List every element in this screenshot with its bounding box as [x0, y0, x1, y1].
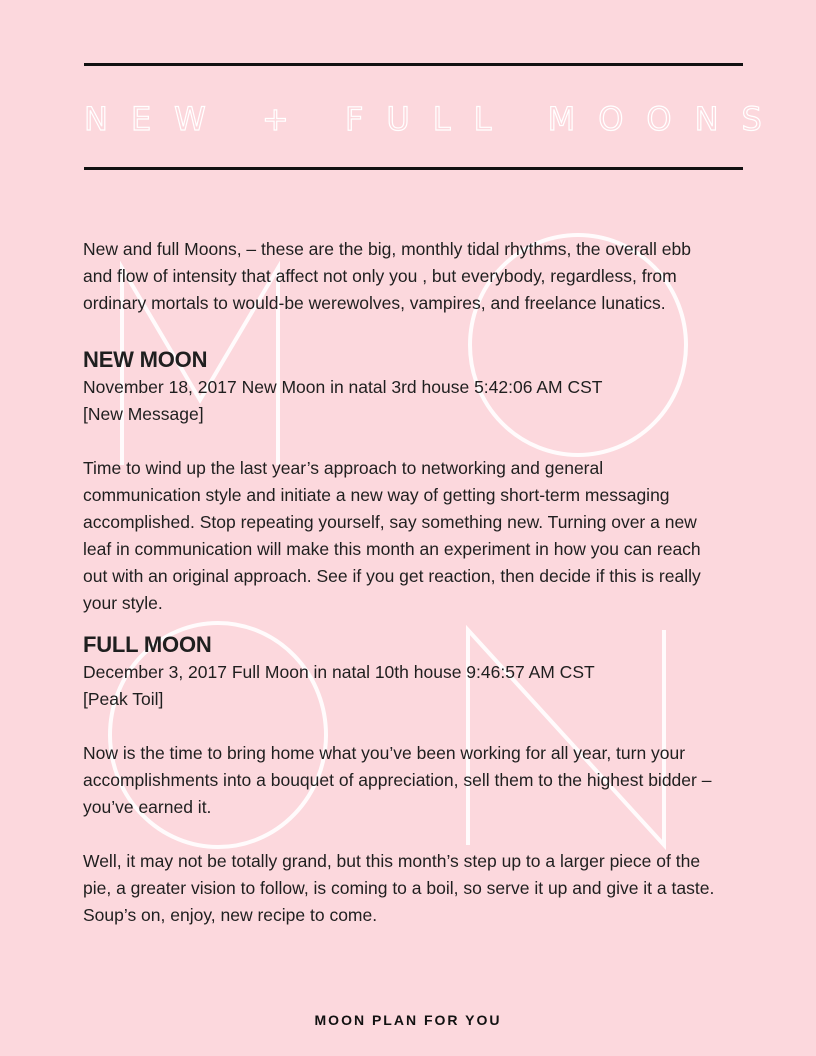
- header-top-rule: [84, 63, 743, 66]
- spacer: [83, 617, 723, 631]
- main-content: [83, 236, 723, 929]
- spacer: [83, 428, 723, 455]
- full-moon-body-1: Now is the time to bring home what you’ve been working for all year, turn your accomplishments into a bouquet of appreciation, sell them to the highest bidder – you’ve earned it.: [83, 743, 712, 817]
- footer-label: MOON PLAN FOR YOU: [314, 1012, 502, 1028]
- new-moon-body: Time to wind up the last year’s approach to networking and general communication style and initiate a new way of getting short-term messaging accomplished. Stop repeating yourself, say something new. Turning over a new leaf in communication will make this month an experiment in how you can reach out with an original approach. See if you get reaction, then decide if this is really your style.: [83, 458, 701, 613]
- intro-paragraph: New and full Moons, – these are the big, monthly tidal rhythms, the overall ebb and flow of intensity that affect not only you , but everybody, regardless, from ordinary mortals to would-be werewolves, vampires, and freelance lunatics.: [83, 239, 691, 313]
- full-moon-tag: [Peak Toil]: [83, 689, 164, 709]
- spacer: [83, 821, 723, 848]
- new-moon-heading: NEW MOON: [83, 347, 208, 372]
- new-moon-tag: [New Message]: [83, 404, 204, 424]
- full-moon-heading: FULL MOON: [83, 632, 212, 657]
- spacer: [83, 713, 723, 740]
- full-moon-date: December 3, 2017 Full Moon in natal 10th house 9:46:57 AM CST: [83, 662, 595, 682]
- full-moon-body-2: Well, it may not be totally grand, but this month’s step up to a larger piece of the pie, a greater vision to follow, is coming to a boil, so serve it up and give it a taste. Soup’s on, enjoy, new recipe to come.: [83, 851, 715, 925]
- page-title: NEW + FULL MOONS: [84, 100, 785, 138]
- new-moon-date: November 18, 2017 New Moon in natal 3rd house 5:42:06 AM CST: [83, 377, 603, 397]
- header-bottom-rule: [84, 167, 743, 170]
